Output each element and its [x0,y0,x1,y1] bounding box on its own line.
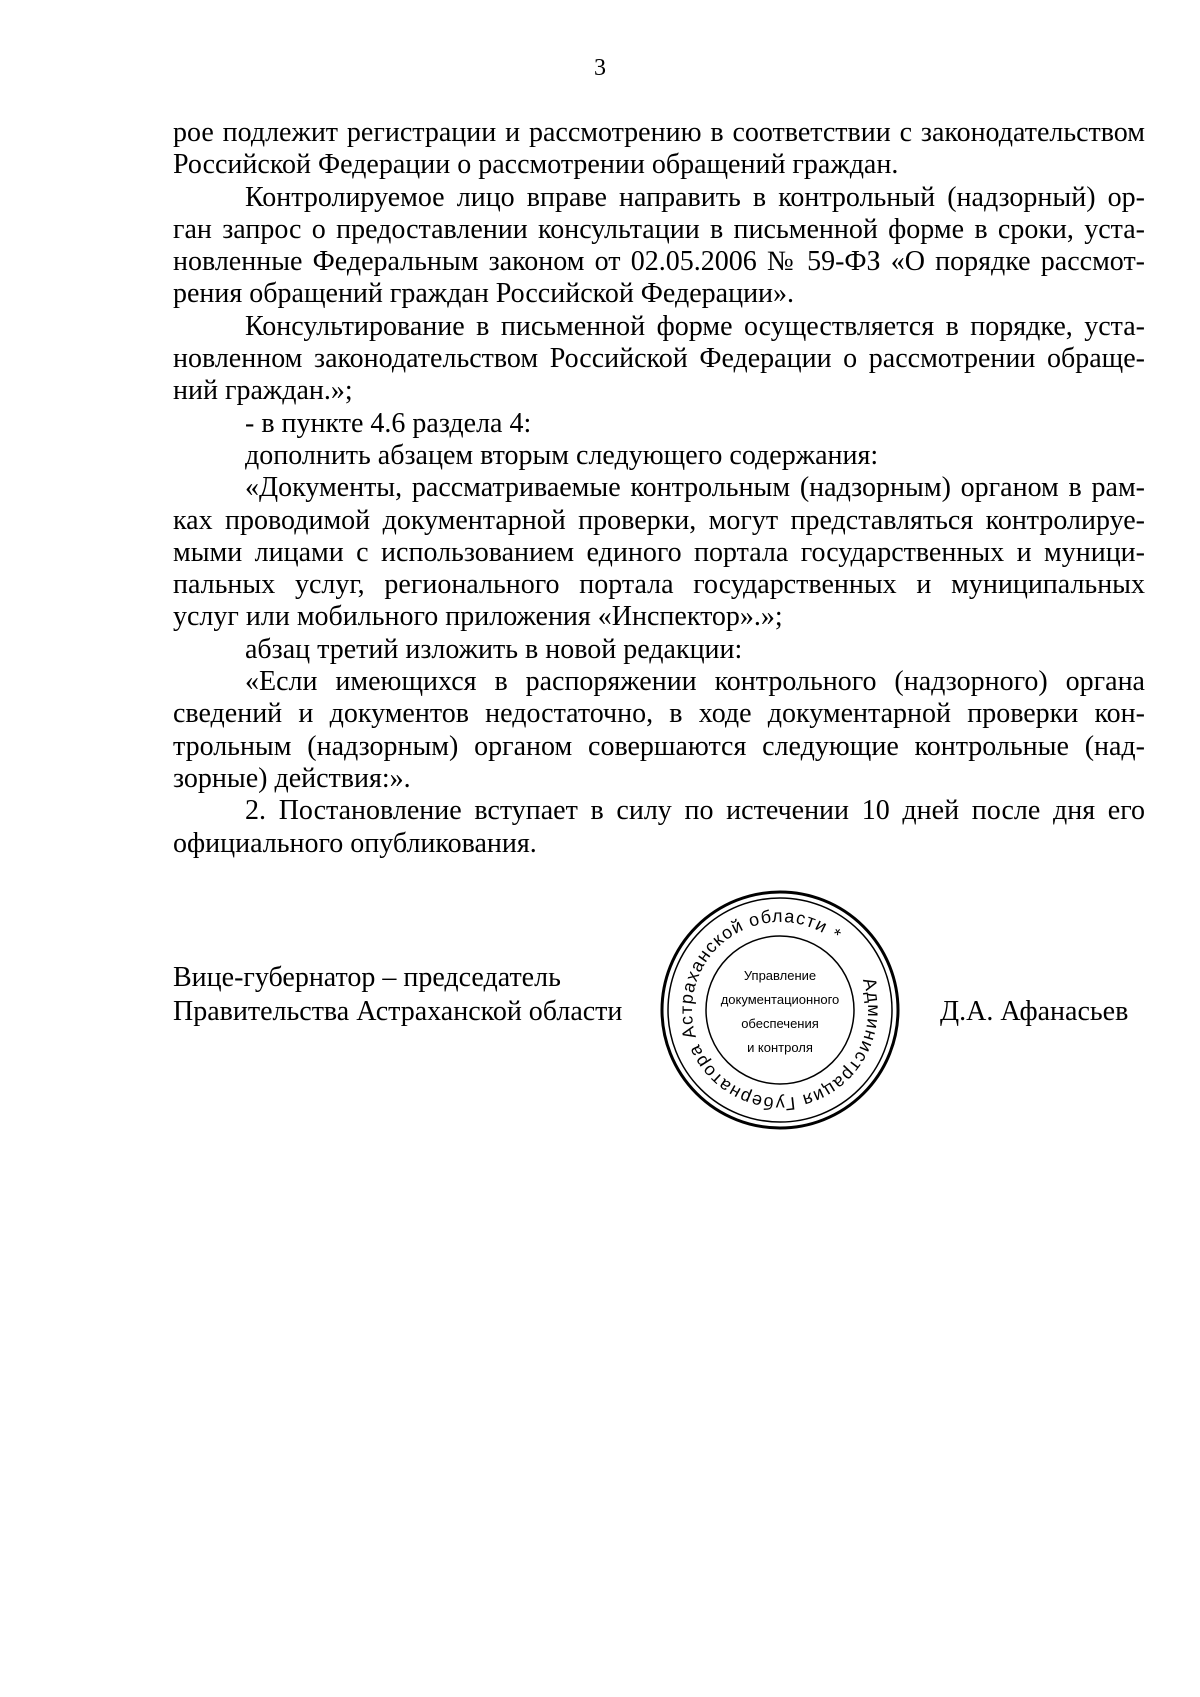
seal-inner-ring [706,936,854,1084]
seal-outer-text: Администрация Губернатора Астраханской области * [675,905,885,1115]
seal-inner-line-4: и контроля [747,1040,813,1055]
body-line: новленные Федеральным законом от 02.05.2006 № 59-ФЗ «О порядке рассмот- [173,246,1145,278]
seal-outer-ring [662,892,898,1128]
signature-position [173,961,622,1029]
page-number: 3 [594,55,606,81]
body-line: рения обращений граждан Российской Федерации». [173,278,795,310]
signature-name: Д.А. Афанасьев [940,996,1129,1027]
official-seal [655,885,905,1135]
signature-position-line-2: Правительства Астраханской области [173,996,623,1027]
body-line: трольным (надзорным) органом совершаются следующие контрольные (над- [173,730,1145,762]
seal-inner-line-2: документационного [720,992,840,1007]
body-line: Контролируемое лицо вправе направить в контрольный (надзорный) ор- [245,181,1145,213]
body-line: Консультирование в письменной форме осуществляется в порядке, уста- [245,310,1145,342]
body-line: новленном законодательством Российской Федерации о рассмотрении обраще- [173,343,1145,375]
seal-inner-line-1: Управление [743,968,817,983]
seal-inner-line-3: обеспечения [741,1016,819,1031]
seal-outer-ring-inner [668,898,892,1122]
body-line: Российской Федерации о рассмотрении обращений граждан. [173,149,899,181]
body-line: ган запрос о предоставлении консультации в письменной форме в сроки, уста- [173,213,1145,245]
seal-graphic [655,885,905,1135]
body-line: «Если имеющихся в распоряжении контрольного (надзорного) органа [245,666,1145,698]
body-line: мыми лицами с использованием единого портала государственных и муници- [173,536,1145,568]
body-line: зорные) действия:». [173,762,411,794]
body-line: ний граждан.»; [173,375,353,407]
body-line: - в пункте 4.6 раздела 4: [245,407,532,439]
body-line: «Документы, рассматриваемые контрольным (надзорным) органом в рам- [245,472,1145,504]
body-line: официального опубликования. [173,827,537,859]
body-line: 2. Постановление вступает в силу по истечении 10 дней после дня его [245,795,1145,827]
body-line: пальных услуг, регионального портала государственных и муниципальных [173,569,1145,601]
document-body [173,117,1145,860]
body-line: услуг или мобильного приложения «Инспектор».»; [173,601,783,633]
signature-position-line-1: Вице-губернатор – председатель [173,962,561,993]
body-line: сведений и документов недостаточно, в ходе документарной проверки кон- [173,698,1145,730]
body-line: абзац третий изложить в новой редакции: [245,633,743,665]
body-line: дополнить абзацем вторым следующего содержания: [245,439,879,471]
body-line: рое подлежит регистрации и рассмотрению в соответствии с законодательством [173,117,1145,148]
body-line: ках проводимой документарной проверки, могут представляться контролируе- [173,504,1145,536]
